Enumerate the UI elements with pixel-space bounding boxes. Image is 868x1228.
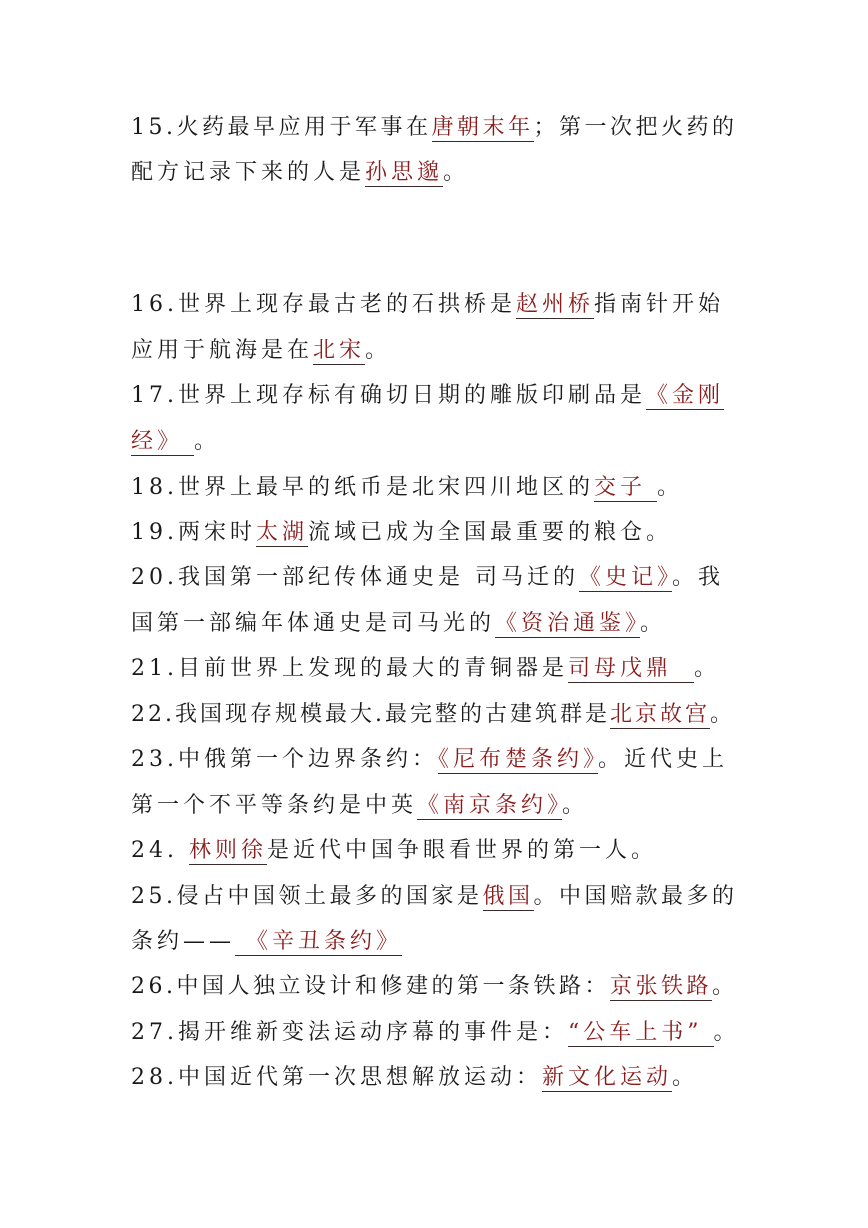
question-text: 22.我国现存规模最大.最完整的古建筑群是: [131, 702, 610, 727]
question-text: 28.中国近代第一次思想解放运动：: [131, 1065, 542, 1090]
question-text: 。: [710, 702, 736, 727]
question-text: 27.揭开维新变法运动序幕的事件是：: [131, 1020, 568, 1045]
question-text: 21.目前世界上发现的最大的青铜器是: [131, 656, 568, 681]
answer-blank: 孙思邈: [365, 160, 444, 185]
question-text: 。: [194, 429, 221, 454]
question-text: 配方记录下来的人是: [131, 160, 366, 185]
question-text: 25.侵占中国领土最多的国家是: [131, 884, 483, 909]
answer-blank: 《金刚: [646, 383, 725, 408]
question-text: 。: [640, 611, 667, 636]
question-text: 国第一部编年体通史是司马光的: [131, 611, 496, 636]
question-text: 。: [365, 338, 392, 363]
item-27-line: [131, 1018, 741, 1048]
question-text: 24.: [131, 838, 189, 863]
question-text: 16.世界上现存最古老的石拱桥是: [131, 292, 516, 317]
question-text: 指南针开始: [594, 292, 725, 317]
item-17-line-1: [131, 381, 741, 411]
item-24-line: [131, 836, 741, 866]
item-16-line-1: [131, 290, 741, 320]
question-text: 。: [672, 1065, 699, 1090]
question-text: 应用于航海是在: [131, 338, 314, 363]
question-text: 。我: [672, 565, 725, 590]
answer-blank: 新文化运动: [542, 1065, 673, 1090]
item-20-line-2: [131, 609, 741, 639]
question-text: 条约——: [131, 929, 236, 954]
question-text: 15.火药最早应用于军事在: [131, 115, 432, 140]
item-22-line: [131, 700, 741, 730]
answer-blank: 交子: [594, 475, 657, 500]
answer-blank: 北京故宫: [609, 702, 710, 727]
question-text: 19.两宋时: [131, 520, 256, 545]
question-text: 。: [562, 793, 589, 818]
answer-blank: 俄国: [482, 884, 534, 909]
question-text: 20.我国第一部纪传体通史是 司马迁的: [131, 565, 579, 590]
item-23-line-1: [131, 745, 741, 775]
item-15-line-1: [131, 113, 741, 143]
item-26-line: [131, 972, 741, 1002]
question-text: 23.中俄第一个边界条约：: [131, 747, 438, 772]
answer-blank: 《南京条约》: [417, 793, 563, 818]
answer-blank: 唐朝末年: [431, 115, 534, 140]
question-text: 。中国赔款最多的: [533, 884, 738, 909]
question-text: 。: [712, 974, 738, 999]
answer-blank: 《史记》: [578, 565, 672, 590]
question-text: 26.中国人独立设计和修建的第一条铁路：: [131, 974, 610, 999]
item-18-line: [131, 473, 741, 503]
answer-blank: 京张铁路: [610, 974, 713, 999]
question-text: ；第一次把火药的: [533, 115, 738, 140]
question-text: 第一个不平等条约是中英: [131, 793, 418, 818]
item-23-line-2: [131, 791, 741, 821]
question-text: 17.世界上现存标有确切日期的雕版印刷品是: [131, 383, 646, 408]
answer-blank: 经》: [131, 429, 194, 454]
question-text: 流域已成为全国最重要的粮仓。: [308, 520, 673, 545]
answer-blank: 《资治通鉴》: [495, 611, 641, 636]
answer-blank: 《辛丑条约》: [235, 929, 403, 954]
question-text: 。近代史上: [598, 747, 729, 772]
item-28-line: [131, 1063, 741, 1093]
answer-blank: 《尼布楚条约》: [438, 747, 599, 772]
answer-blank: 司母戊鼎: [568, 656, 694, 681]
question-text: 。: [657, 475, 684, 500]
item-20-line-1: [131, 563, 741, 593]
answer-blank: “公车上书”: [568, 1020, 714, 1045]
item-17-line-2: [131, 427, 741, 457]
item-16-line-2: [131, 336, 741, 366]
question-text: 。: [443, 160, 470, 185]
item-15-line-2: [131, 158, 741, 188]
item-25-line-1: [131, 882, 741, 912]
answer-blank: 林则徐: [188, 838, 267, 863]
question-text: 。: [713, 1020, 740, 1045]
item-21-line: [131, 654, 741, 684]
answer-blank: 太湖: [256, 520, 309, 545]
question-text: 。: [694, 656, 721, 681]
item-19-line: [131, 518, 741, 548]
question-text: 18.世界上最早的纸币是北宋四川地区的: [131, 475, 594, 500]
question-text: 是近代中国争眼看世界的第一人。: [267, 838, 658, 863]
answer-blank: 赵州桥: [516, 292, 595, 317]
answer-blank: 北宋: [313, 338, 366, 363]
item-25-line-2: [131, 927, 741, 957]
